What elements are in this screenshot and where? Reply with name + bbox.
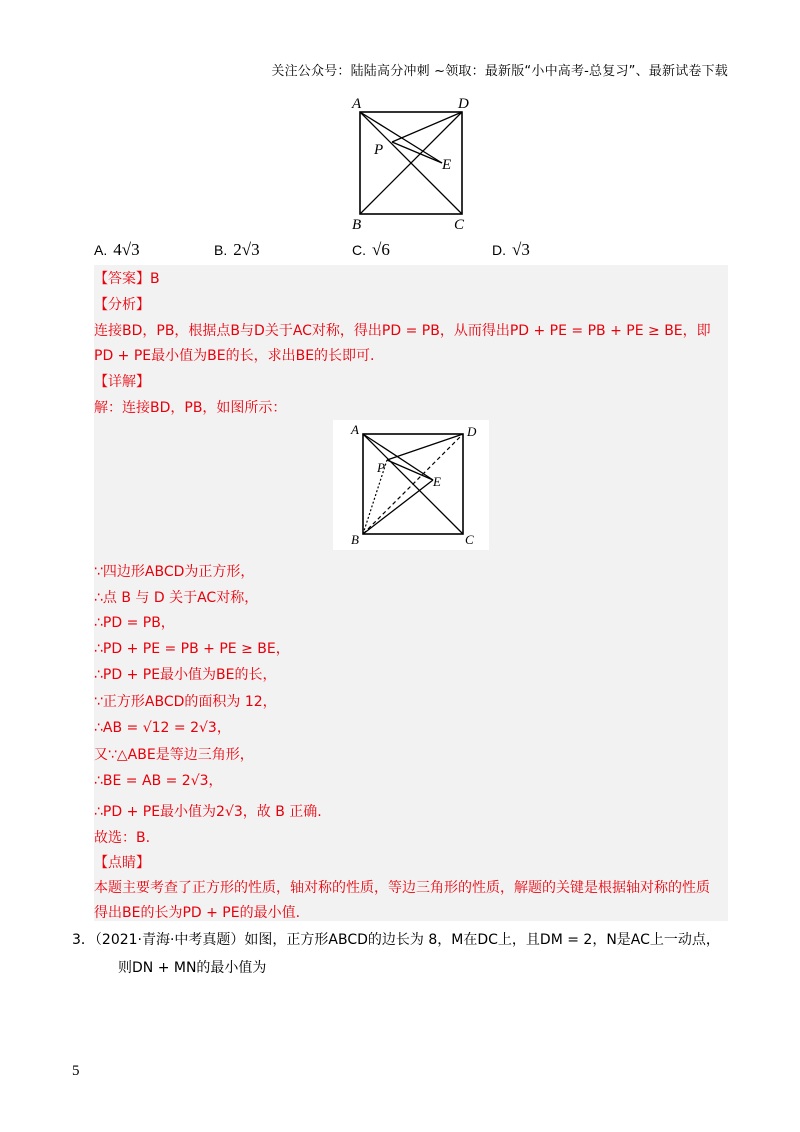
step-4: ∴PD + PE = PB + PE ≥ BE， xyxy=(94,641,290,657)
step-9: ∴BE = AB = 2√3， xyxy=(94,773,223,789)
step-2: ∴点 B 与 D 关于AC对称， xyxy=(94,590,259,606)
option-d-value: √3 xyxy=(512,240,530,259)
label-c-2: C xyxy=(465,532,474,547)
page-header: 关注公众号：陆陆高分冲刺 ~领取：最新版“小中高考-总复习”、最新试卷下载 xyxy=(271,64,728,79)
figure-2-container xyxy=(333,420,489,550)
label-p: P xyxy=(374,142,384,158)
step-8: 又∵△ABE是等边三角形， xyxy=(94,747,254,763)
question-3-line-1: 3．（2021·青海·中考真题）如图，正方形ABCD的边长为 8，M在DC上，且DM = 2，N是AC上一动点， xyxy=(72,932,720,948)
step-3: ∴PD = PB， xyxy=(94,615,175,631)
analysis-line-2: PD + PE最小值为BE的长，求出BE的长即可. xyxy=(94,348,375,364)
segment-pe xyxy=(392,142,442,163)
step-7: ∴AB = √12 = 2√3， xyxy=(94,720,231,736)
label-e-2: E xyxy=(433,474,441,489)
answer-heading: 【答案】B xyxy=(94,271,160,287)
step-6: ∵正方形ABCD的面积为 12， xyxy=(94,694,277,710)
label-a: A xyxy=(352,96,362,112)
figure-square-2 xyxy=(333,420,489,550)
segment-dp xyxy=(392,112,462,142)
page-number: 5 xyxy=(72,1063,80,1079)
figure-square-1 xyxy=(340,92,480,232)
label-d: D xyxy=(458,96,469,112)
step-5: ∴PD + PE最小值为BE的长， xyxy=(94,667,277,683)
step-1: ∵四边形ABCD为正方形， xyxy=(94,564,255,580)
label-a-2: A xyxy=(351,422,359,437)
label-d-2: D xyxy=(467,424,477,439)
answer-options xyxy=(94,240,714,262)
analysis-line-1: 连接BD，PB，根据点B与D关于AC对称，得出PD = PB，从而得出PD + PE = PB + PE ≥ BE，即 xyxy=(94,323,711,339)
segment-dp-2 xyxy=(387,434,463,460)
label-p-2: P xyxy=(377,460,385,475)
option-a: A. 4√3 xyxy=(94,240,140,259)
segment-ae-2 xyxy=(363,434,433,480)
step-11: 故选：B. xyxy=(94,830,151,846)
segment-ae xyxy=(360,112,442,163)
comment-line-1: 本题主要考查了正方形的性质，轴对称的性质，等边三角形的性质，解题的关键是根据轴对称的性质 xyxy=(94,880,710,896)
label-c: C xyxy=(454,217,465,232)
question-3-line-2: 则DN + MN的最小值为 xyxy=(118,960,267,976)
analysis-heading: 【分析】 xyxy=(94,297,150,313)
label-b: B xyxy=(352,217,362,232)
comment-line-2: 得出BE的长为PD + PE的最小值. xyxy=(94,905,301,921)
label-b-2: B xyxy=(351,532,359,547)
option-b-value: 2√3 xyxy=(233,240,260,259)
option-d: D. √3 xyxy=(492,240,530,259)
detail-intro: 解：连接BD，PB，如图所示： xyxy=(94,400,287,416)
detail-heading: 【详解】 xyxy=(94,374,150,390)
segment-be-2 xyxy=(363,480,433,534)
option-c: C. √6 xyxy=(352,240,390,259)
label-e: E xyxy=(442,157,452,173)
option-c-value: √6 xyxy=(372,240,390,259)
option-b: B. 2√3 xyxy=(214,240,260,259)
comment-heading: 【点睛】 xyxy=(94,855,150,871)
segment-pe-2 xyxy=(387,460,433,480)
option-a-value: 4√3 xyxy=(113,240,140,259)
step-10: ∴PD + PE最小值为2√3，故 B 正确. xyxy=(94,804,322,820)
